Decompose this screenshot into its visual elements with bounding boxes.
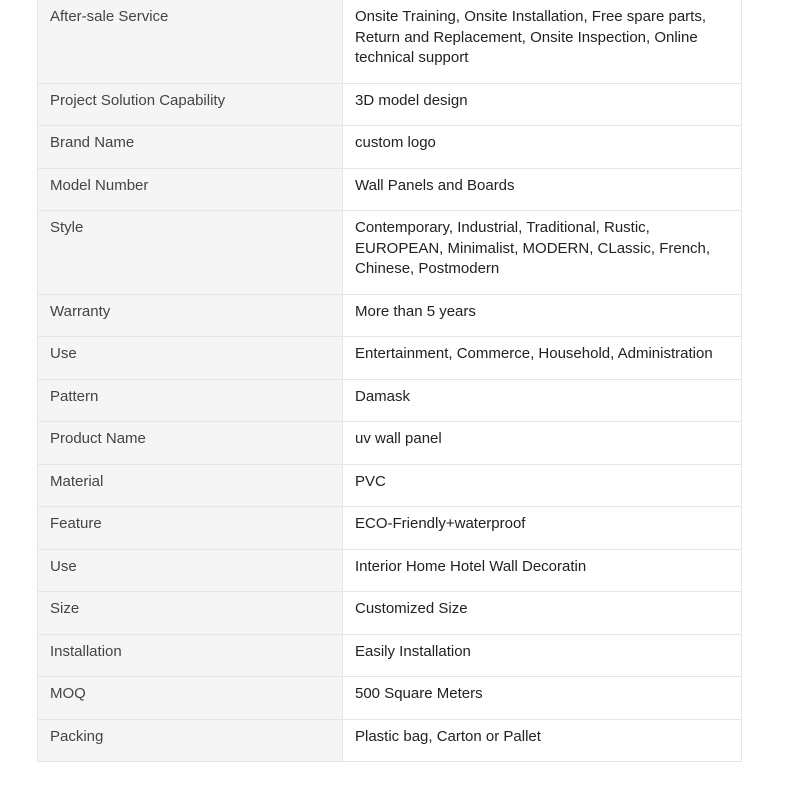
spec-value: uv wall panel [343, 422, 742, 465]
table-row [38, 0, 742, 83]
table-row [38, 719, 742, 762]
spec-value: PVC [343, 464, 742, 507]
table-row [38, 211, 742, 295]
table-row [38, 464, 742, 507]
table-row [38, 168, 742, 211]
spec-label: Model Number [38, 168, 343, 211]
spec-label: Feature [38, 507, 343, 550]
spec-value: Interior Home Hotel Wall Decoratin [343, 549, 742, 592]
spec-value: ECO-Friendly+waterproof [343, 507, 742, 550]
spec-label: Material [38, 464, 343, 507]
spec-label: Style [38, 211, 343, 295]
spec-label: Size [38, 592, 343, 635]
table-row [38, 549, 742, 592]
spec-label: Packing [38, 719, 343, 762]
spec-label: Product Name [38, 422, 343, 465]
spec-table-body [38, 0, 742, 762]
spec-value: Entertainment, Commerce, Household, Administration [343, 337, 742, 380]
product-specifications-table [37, 0, 742, 762]
spec-value: Contemporary, Industrial, Traditional, Rustic, EUROPEAN, Minimalist, MODERN, CLassic, French, Chinese, Postmodern [343, 211, 742, 295]
spec-value: Plastic bag, Carton or Pallet [343, 719, 742, 762]
spec-label: Brand Name [38, 126, 343, 169]
spec-label: Pattern [38, 379, 343, 422]
spec-value: Wall Panels and Boards [343, 168, 742, 211]
spec-label: Installation [38, 634, 343, 677]
table-row [38, 592, 742, 635]
spec-value: Customized Size [343, 592, 742, 635]
spec-value: Onsite Training, Onsite Installation, Free spare parts, Return and Replacement, Onsite Inspection, Online technical support [343, 0, 742, 83]
spec-label: MOQ [38, 677, 343, 720]
table-row [38, 422, 742, 465]
spec-value: Damask [343, 379, 742, 422]
spec-value: Easily Installation [343, 634, 742, 677]
spec-label: Use [38, 549, 343, 592]
spec-label: Warranty [38, 294, 343, 337]
spec-label: After-sale Service [38, 0, 343, 83]
table-row [38, 337, 742, 380]
spec-value: 500 Square Meters [343, 677, 742, 720]
table-row [38, 677, 742, 720]
spec-value: More than 5 years [343, 294, 742, 337]
spec-value: 3D model design [343, 83, 742, 126]
table-row [38, 379, 742, 422]
table-row [38, 126, 742, 169]
table-row [38, 294, 742, 337]
spec-label: Use [38, 337, 343, 380]
table-row [38, 634, 742, 677]
table-row [38, 507, 742, 550]
spec-label: Project Solution Capability [38, 83, 343, 126]
table-row [38, 83, 742, 126]
spec-value: custom logo [343, 126, 742, 169]
